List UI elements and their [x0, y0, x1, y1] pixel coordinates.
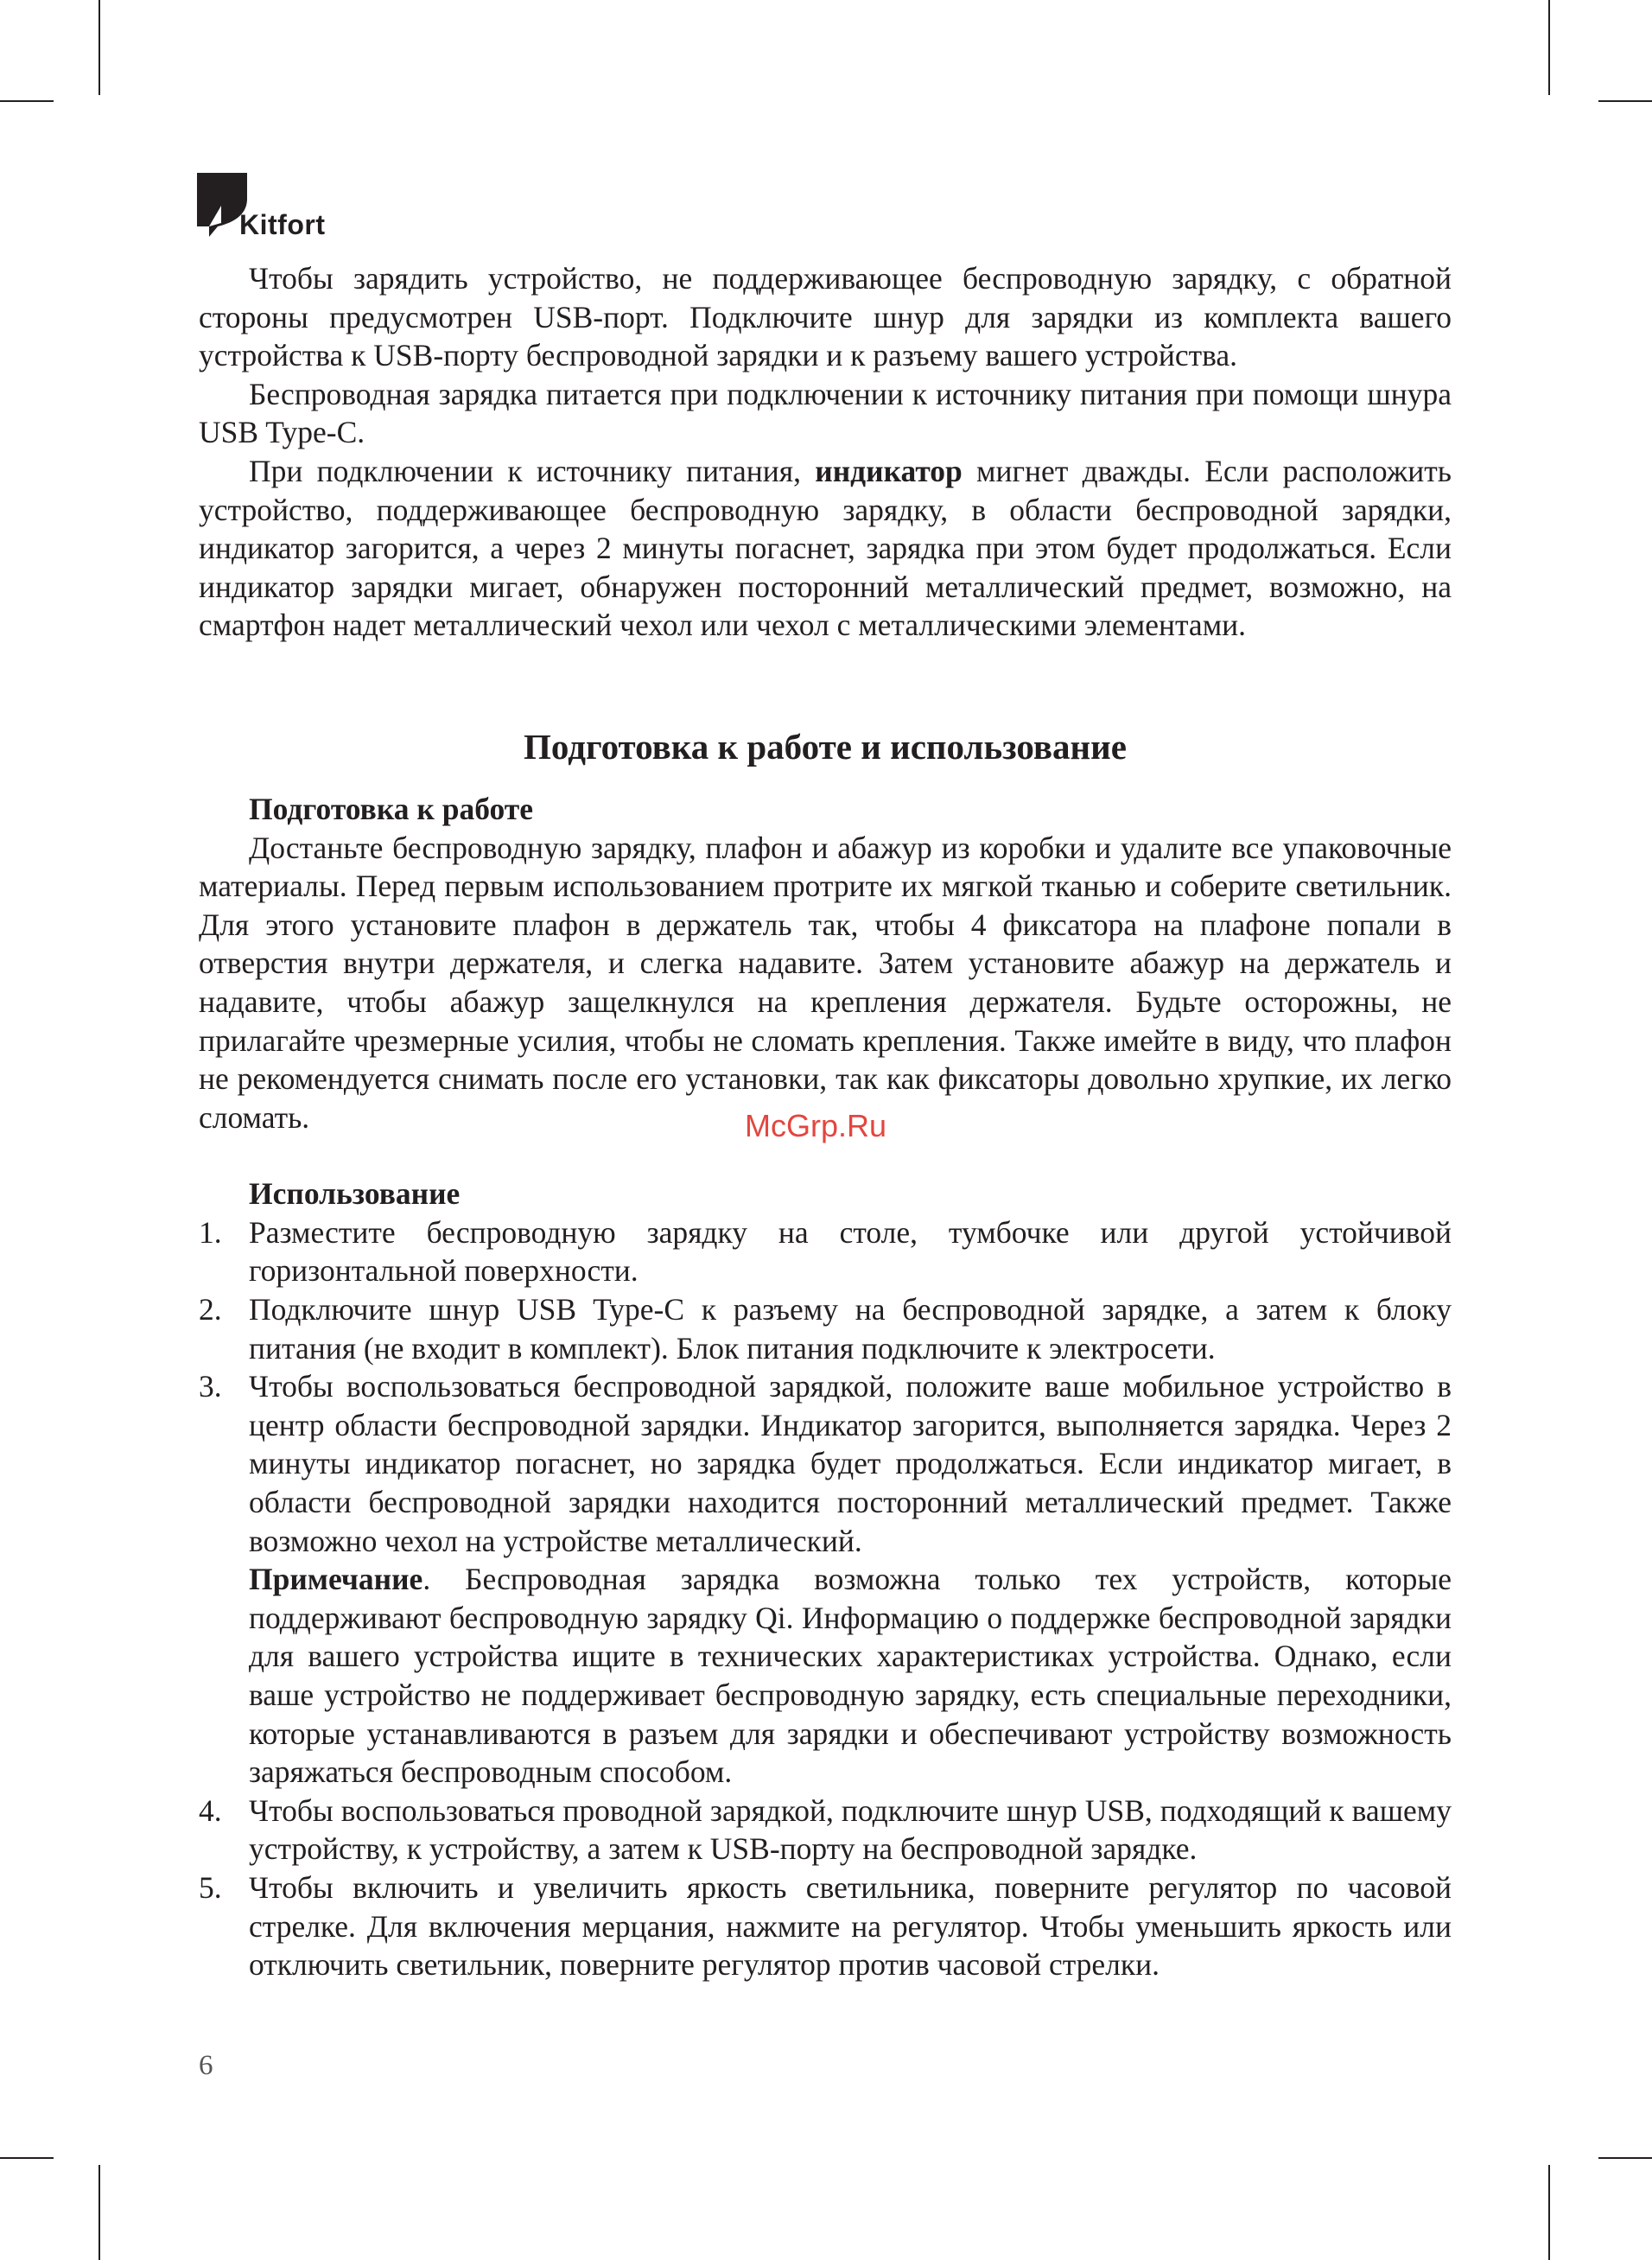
usage-steps-list: [199, 1213, 1452, 1984]
step-text: Подключите шнур USB Type-C к разъему на беспроводной зарядке, а затем к блоку питания (не входит в комплект). Блок питания подключите к электросети.: [249, 1292, 1452, 1366]
step-number: 2.: [199, 1292, 222, 1327]
crop-mark-right-bottom: [1598, 2157, 1652, 2159]
brand-logo: [197, 173, 344, 242]
intro-paragraph-2: Беспроводная зарядка питается при подключении к источнику питания при помощи шнура USB Type-C.: [199, 376, 1452, 450]
preparation-heading: Подготовка к работе: [249, 791, 533, 826]
usage-step-2: [199, 1290, 1452, 1367]
crop-mark-bottom-right: [1548, 2165, 1550, 2260]
crop-mark-top-left: [98, 0, 100, 95]
step-text: Чтобы воспользоваться проводной зарядкой, подключите шнур USB, подходящий к вашему устройству, к устройству, а затем к USB-порту на беспроводной зарядке.: [249, 1792, 1452, 1867]
usage-step-5: [199, 1868, 1452, 1984]
crop-mark-right-top: [1598, 100, 1652, 102]
watermark: McGrp.Ru: [745, 1108, 887, 1143]
crop-mark-left-top: [0, 100, 54, 102]
preparation-paragraph: Достаньте беспроводную зарядку, плафон и абажур из коробки и удалите все упаковочные материалы. Перед первым использованием протрите их мягкой тканью и соберите светильник. Для этого установите плафон в держатель так, чтобы 4 фиксатора на плафоне попали в отверстия внутри держателя, и слегка надавите. Затем установите абажур на держатель и надавите, чтобы абажур защелкнулся на крепления держателя. Будьте осторожны, не прилагайте чрезмерные усилия, чтобы не сломать крепления. Также имейте в виду, что плафон не рекомендуется снимать после его установки, так как фиксаторы довольно хрупкие, их легко сломать.: [199, 830, 1452, 1135]
step-text: Чтобы воспользоваться беспроводной зарядкой, положите ваше мобильное устройство в центр области беспроводной зарядки. Индикатор загорится, выполняется зарядка. Через 2 минуты индикатор погаснет, но зарядка будет продолжаться. Если индикатор мигает, в области беспроводной зарядки находится посторонний металлический предмет. Также возможно чехол на устройстве металлический.: [249, 1369, 1452, 1558]
usage-step-3: [199, 1367, 1452, 1792]
step-text: Чтобы включить и увеличить яркость светильника, поверните регулятор по часовой стрелке. Для включения мерцания, нажмите на регулятор. Чтобы уменьшить яркость или отключить светильник, поверните регулятор против часовой стрелки.: [249, 1869, 1452, 1983]
intro-p3-before: При подключении к источнику питания,: [249, 453, 816, 488]
intro-paragraph-1: Чтобы зарядить устройство, не поддерживающее беспроводную зарядку, с обратной стороны предусмотрен USB-порт. Подключите шнур для зарядки из комплекта вашего устройства к USB-порту беспроводной зарядки и к разъему вашего устройства.: [199, 261, 1452, 373]
usage-step-4: [199, 1792, 1452, 1868]
brand-name: Kitfort: [239, 209, 326, 240]
step-number: 5.: [199, 1869, 222, 1905]
indicator-term: индикатор: [815, 453, 963, 488]
usage-heading: Использование: [249, 1176, 461, 1212]
step-text: Разместите беспроводную зарядку на столе, тумбочке или другой устойчивой горизонтальной поверхности.: [249, 1214, 1452, 1289]
intro-paragraph-3: [199, 452, 1452, 645]
crop-mark-left-bottom: [0, 2157, 54, 2159]
note-label: Примечание: [249, 1562, 423, 1597]
step-number: 1.: [199, 1214, 222, 1250]
section-title: Подготовка к работе и использование: [524, 726, 1127, 767]
usage-step-1: [199, 1213, 1452, 1290]
crop-mark-top-right: [1548, 0, 1550, 95]
crop-mark-bottom-left: [98, 2165, 100, 2260]
step-number: 3.: [199, 1369, 222, 1404]
usage-note: [249, 1560, 1452, 1792]
intro-p3-after: мигнет дважды. Если расположить устройство, поддерживающее беспроводную зарядку, в области беспроводной зарядки, индикатор загорится, а через 2 минуты погаснет, зарядка при этом будет продолжаться. Если индикатор зарядки мигает, обнаружен посторонний металлический предмет, возможно, на смартфон надет металлический чехол или чехол с металлическими элементами.: [199, 453, 1452, 643]
note-text: . Беспроводная зарядка возможна только тех устройств, которые поддерживают беспроводную зарядку Qi. Информацию о поддержке беспроводной зарядки для вашего устройства ищите в технических характеристиках устройства. Однако, если ваше устройство не поддерживает беспроводную зарядку, есть специальные переходники, которые устанавливаются в разъем для зарядки и обеспечивают устройству возможность заряжаться беспроводным способом.: [249, 1562, 1452, 1790]
step-number: 4.: [199, 1792, 222, 1828]
page-number: 6: [199, 2050, 213, 2081]
